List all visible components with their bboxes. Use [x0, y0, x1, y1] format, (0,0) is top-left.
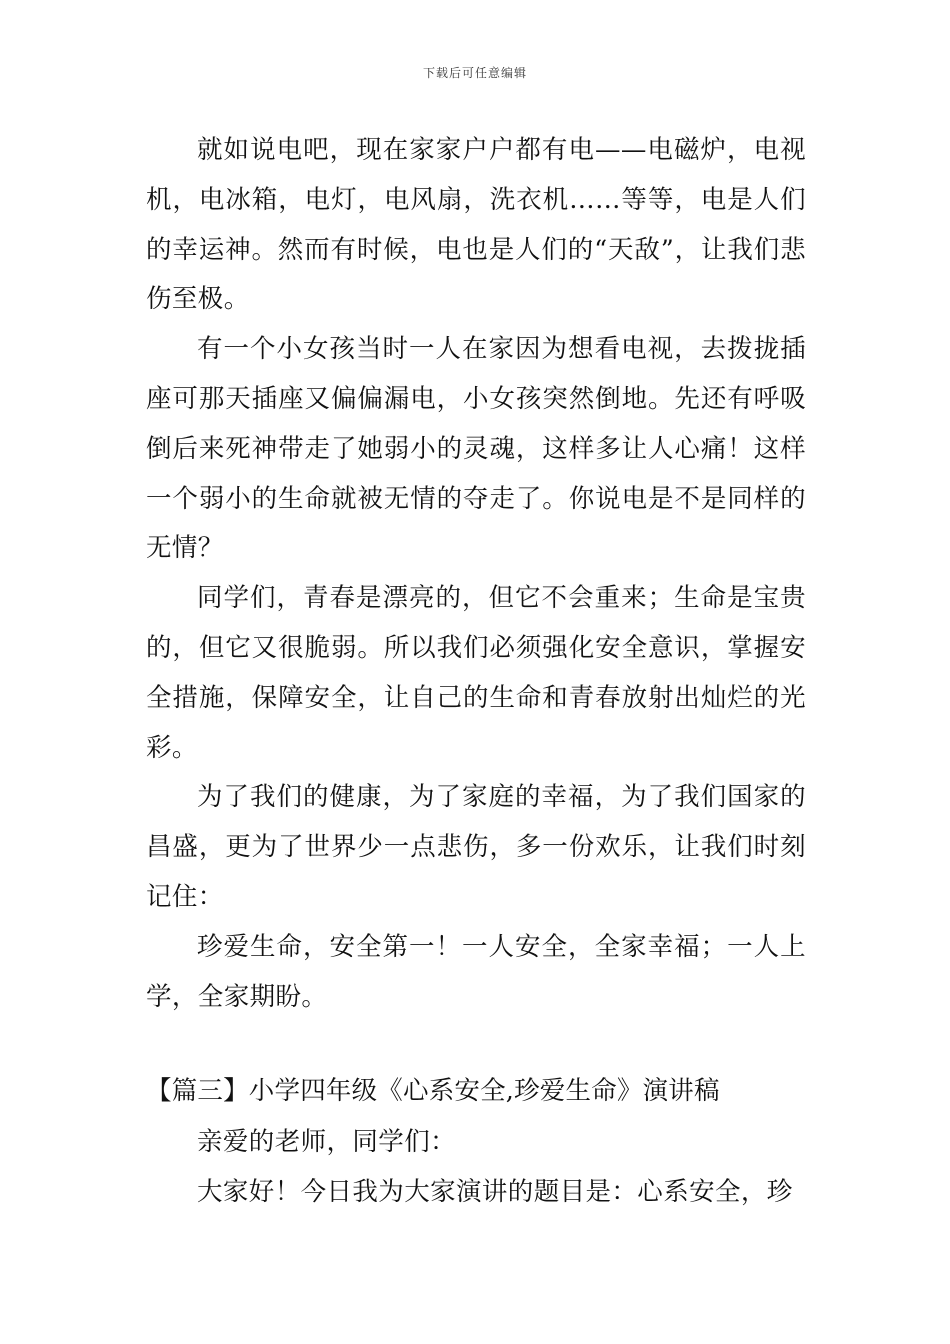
section-heading: 【篇三】小学四年级《心系安全,珍爱生命》演讲稿 [146, 1076, 720, 1107]
paragraph-youth: 同学们，青春是漂亮的，但它不会重来；生命是宝贵的，但它又很脆弱。所以我们必须强化安全意识，掌握安全措施，保障安全，让自己的生命和青春放射出灿烂的光彩。 [146, 583, 806, 763]
page-header-note: 下载后可任意编辑 [422, 66, 527, 80]
paragraph-greeting: 亲爱的老师，同学们： [197, 1127, 457, 1158]
paragraph-intro: 大家好！今日我为大家演讲的题目是：心系安全，珍 [197, 1177, 793, 1208]
paragraph-girl-story: 有一个小女孩当时一人在家因为想看电视，去拨拢插座可那天插座又偏偏漏电，小女孩突然倒地。先还有呼吸倒后来死神带走了她弱小的灵魂，这样多让人心痛！这样一个弱小的生命就被无情的夺走了。你说电是不是同样的无情？ [146, 334, 806, 564]
document-body [146, 126, 806, 1218]
paragraph-for-health: 为了我们的健康，为了家庭的幸福，为了我们国家的昌盛，更为了世界少一点悲伤，多一份欢乐，让我们时刻记住： [146, 782, 806, 912]
paragraph-electricity: 就如说电吧，现在家家户户都有电——电磁炉，电视机，电冰箱，电灯，电风扇，洗衣机……等等，电是人们的幸运神。然而有时候，电也是人们的“天敌”，让我们悲伤至极。 [146, 135, 806, 315]
section-spacer [146, 1022, 806, 1064]
paragraph-slogan: 珍爱生命，安全第一！一人安全，全家幸福；一人上学，全家期盼。 [146, 931, 806, 1012]
